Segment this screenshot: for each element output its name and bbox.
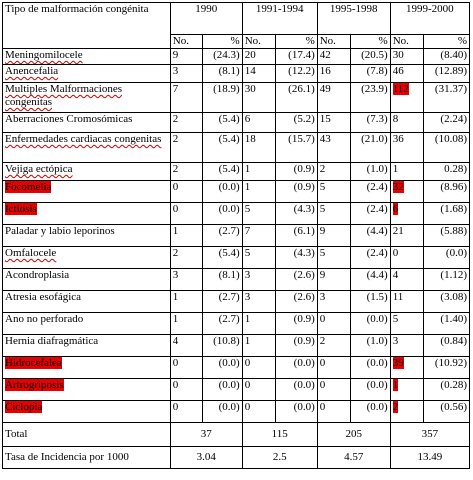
highlighted-count: 39 [392, 357, 404, 369]
malformation-name-text: Aberraciones Cromosómicas [5, 113, 133, 125]
malformation-name [3, 203, 171, 225]
period-header: 1990 [170, 3, 242, 35]
count-cell: 46 [390, 65, 423, 83]
count-cell: 43 [317, 133, 350, 163]
percent-cell: (0.0) [203, 203, 243, 225]
percent-cell: (1.68) [424, 203, 470, 225]
percent-cell: (5.4) [203, 163, 243, 181]
count-cell: 1 [242, 335, 275, 357]
percent-cell: (12.89) [424, 65, 470, 83]
table-row [3, 225, 470, 247]
percent-cell: (5.2) [276, 113, 318, 133]
table-row [3, 379, 470, 401]
count-cell: 6 [242, 113, 275, 133]
percent-cell: (0.0) [203, 379, 243, 401]
count-cell: 1 [390, 163, 423, 181]
malformation-name [3, 269, 171, 291]
malformation-name [3, 401, 171, 423]
percent-cell: (21.0) [351, 133, 391, 163]
count-cell: 4 [170, 335, 202, 357]
malformation-name-text: Acondroplasia [5, 269, 70, 281]
table-row [3, 401, 470, 423]
table-row [3, 247, 470, 269]
count-cell: 1 [170, 291, 202, 313]
count-cell: 3 [317, 291, 350, 313]
count-cell [390, 181, 423, 203]
total-value: 205 [317, 423, 390, 447]
malformation-name-text: Enfermedades cardiacas congenitas [5, 133, 162, 145]
percent-cell: (6.1) [276, 225, 318, 247]
count-cell: 2 [170, 163, 202, 181]
percent-cell: (0.0) [351, 401, 391, 423]
count-cell: 9 [170, 49, 202, 65]
no-col-header: No. [390, 35, 423, 49]
percent-cell: (4.4) [351, 225, 391, 247]
count-cell [390, 401, 423, 423]
count-cell: 5 [390, 313, 423, 335]
malformations-table [2, 2, 470, 469]
percent-cell: (0.56) [424, 401, 470, 423]
period-header: 1995-1998 [317, 3, 390, 35]
percent-cell: (20.5) [351, 49, 391, 65]
count-cell: 0 [170, 379, 202, 401]
highlighted-count: 1 [392, 379, 399, 391]
count-cell: 15 [317, 113, 350, 133]
percent-cell: (10.08) [424, 133, 470, 163]
percent-cell: (0.0) [351, 357, 391, 379]
count-cell [390, 203, 423, 225]
count-cell: 3 [170, 65, 202, 83]
percent-cell: (4.4) [351, 269, 391, 291]
percent-cell: (2.4) [351, 203, 391, 225]
percent-cell: (2.7) [203, 313, 243, 335]
percent-cell: (0.0) [203, 357, 243, 379]
percent-cell: (5.4) [203, 113, 243, 133]
count-cell: 0 [170, 401, 202, 423]
period-header: 1991-1994 [242, 3, 317, 35]
malformation-name [3, 49, 171, 65]
count-cell: 20 [242, 49, 275, 65]
count-cell: 5 [317, 181, 350, 203]
malformation-name-text: Artrogriposis [5, 379, 64, 391]
count-cell: 0 [317, 379, 350, 401]
count-cell: 5 [242, 247, 275, 269]
count-cell: 4 [390, 269, 423, 291]
malformation-name [3, 291, 171, 313]
pct-col-header: % [351, 35, 391, 49]
count-cell: 3 [242, 291, 275, 313]
count-cell: 11 [390, 291, 423, 313]
percent-cell: (8.1) [203, 269, 243, 291]
header-type-label: Tipo de malformación congénita [3, 3, 171, 49]
count-cell: 9 [317, 225, 350, 247]
pct-col-header: % [276, 35, 318, 49]
percent-cell: (2.7) [203, 291, 243, 313]
count-cell: 5 [317, 247, 350, 269]
percent-cell: (0.0) [203, 181, 243, 203]
malformation-name-text: Multiples Malformaciones congenitas [5, 83, 123, 108]
table-row [3, 357, 470, 379]
percent-cell: (0.0) [276, 379, 318, 401]
malformation-name [3, 181, 171, 203]
total-value: 115 [242, 423, 317, 447]
count-cell: 0 [242, 401, 275, 423]
count-cell: 30 [390, 49, 423, 65]
table-row [3, 163, 470, 181]
malformation-name [3, 379, 171, 401]
percent-cell: (0.0) [351, 379, 391, 401]
count-cell: 2 [170, 113, 202, 133]
percent-cell: 0.28) [424, 163, 470, 181]
malformation-name-text: Anencefalia [5, 65, 59, 77]
malformation-name-text: Paladar y labio leporinos [5, 225, 115, 237]
count-cell: 2 [317, 335, 350, 357]
count-cell: 0 [317, 357, 350, 379]
malformation-name-text: Focomelia [5, 181, 52, 193]
count-cell [390, 357, 423, 379]
percent-cell: (5.4) [203, 133, 243, 163]
percent-cell: (24.3) [203, 49, 243, 65]
percent-cell: (5.4) [203, 247, 243, 269]
malformation-name [3, 313, 171, 335]
total-value: 37 [170, 423, 242, 447]
count-cell: 9 [317, 269, 350, 291]
percent-cell: (0.28) [424, 379, 470, 401]
count-cell: 3 [242, 269, 275, 291]
highlighted-count: 112 [392, 83, 409, 95]
table-row [3, 203, 470, 225]
malformation-name [3, 225, 171, 247]
percent-cell: (4.3) [276, 203, 318, 225]
count-cell: 18 [242, 133, 275, 163]
malformation-name-text: Ciclopia [5, 401, 43, 413]
count-cell: 7 [242, 225, 275, 247]
highlighted-count: 6 [392, 203, 399, 215]
count-cell: 0 [170, 357, 202, 379]
count-cell: 0 [390, 247, 423, 269]
percent-cell: (26.1) [276, 83, 318, 113]
count-cell: 8 [390, 113, 423, 133]
percent-cell: (3.08) [424, 291, 470, 313]
table-row [3, 113, 470, 133]
percent-cell: (2.6) [276, 291, 318, 313]
no-col-header: No. [170, 35, 202, 49]
malformation-name [3, 335, 171, 357]
percent-cell: (4.3) [276, 247, 318, 269]
malformation-name-text: Ano no perforado [5, 313, 84, 325]
total-row [3, 423, 470, 447]
count-cell: 7 [170, 83, 202, 113]
percent-cell: (1.5) [351, 291, 391, 313]
count-cell: 1 [170, 225, 202, 247]
count-cell: 0 [170, 181, 202, 203]
highlighted-count: 2 [392, 401, 399, 413]
count-cell: 0 [242, 379, 275, 401]
table-body [3, 49, 470, 469]
percent-cell: (23.9) [351, 83, 391, 113]
count-cell: 0 [317, 401, 350, 423]
count-cell: 3 [390, 335, 423, 357]
malformation-name-text: Vejiga ectópica [5, 163, 73, 175]
percent-cell: (8.96) [424, 181, 470, 203]
percent-cell: (2.4) [351, 181, 391, 203]
period-header: 1999-2000 [390, 3, 469, 35]
percent-cell: (0.9) [276, 335, 318, 357]
percent-cell: (7.3) [351, 113, 391, 133]
malformation-name [3, 83, 171, 113]
percent-cell: (2.6) [276, 269, 318, 291]
percent-cell: (10.8) [203, 335, 243, 357]
percent-cell: (7.8) [351, 65, 391, 83]
pct-col-header: % [203, 35, 243, 49]
percent-cell: (8.1) [203, 65, 243, 83]
incidence-value: 3.04 [170, 447, 242, 469]
incidence-value: 2.5 [242, 447, 317, 469]
percent-cell: (0.0) [276, 357, 318, 379]
count-cell: 2 [170, 247, 202, 269]
table-row [3, 83, 470, 113]
percent-cell: (10.92) [424, 357, 470, 379]
malformation-name-text: Omfalocele [5, 247, 57, 259]
count-cell: 0 [170, 203, 202, 225]
count-cell: 2 [317, 163, 350, 181]
count-cell: 5 [317, 203, 350, 225]
percent-cell: (1.40) [424, 313, 470, 335]
count-cell: 16 [317, 65, 350, 83]
count-cell: 1 [242, 163, 275, 181]
count-cell: 0 [242, 357, 275, 379]
malformation-name [3, 163, 171, 181]
percent-cell: (0.84) [424, 335, 470, 357]
percent-cell: (0.0) [203, 401, 243, 423]
table-row [3, 181, 470, 203]
percent-cell: (8.40) [424, 49, 470, 65]
percent-cell: (0.0) [276, 401, 318, 423]
table-row [3, 335, 470, 357]
percent-cell: (18.9) [203, 83, 243, 113]
percent-cell: (2.4) [351, 247, 391, 269]
incidence-label: Tasa de Incidencia por 1000 [3, 447, 171, 469]
percent-cell: (1.0) [351, 163, 391, 181]
count-cell: 3 [170, 269, 202, 291]
count-cell: 49 [317, 83, 350, 113]
percent-cell: (0.0) [351, 313, 391, 335]
percent-cell: (17.4) [276, 49, 318, 65]
count-cell: 30 [242, 83, 275, 113]
malformation-name-text: Meningomilocele [5, 49, 83, 61]
percent-cell: (1.0) [351, 335, 391, 357]
percent-cell: (2.24) [424, 113, 470, 133]
percent-cell: (12.2) [276, 65, 318, 83]
table-row [3, 65, 470, 83]
percent-cell: (5.88) [424, 225, 470, 247]
table-row [3, 49, 470, 65]
table-row [3, 291, 470, 313]
pct-col-header: % [424, 35, 470, 49]
count-cell: 21 [390, 225, 423, 247]
count-cell: 1 [242, 181, 275, 203]
no-col-header: No. [317, 35, 350, 49]
percent-cell: (1.12) [424, 269, 470, 291]
percent-cell: (15.7) [276, 133, 318, 163]
malformation-name [3, 65, 171, 83]
header-row-periods [3, 3, 470, 35]
percent-cell: (0.9) [276, 313, 318, 335]
count-cell [390, 83, 423, 113]
table-row [3, 313, 470, 335]
count-cell: 1 [170, 313, 202, 335]
count-cell: 36 [390, 133, 423, 163]
malformations-table-container [2, 2, 470, 469]
percent-cell: (0.9) [276, 181, 318, 203]
highlighted-count: 32 [392, 181, 404, 193]
malformation-name-text: Ictiosis [5, 203, 37, 215]
percent-cell: (0.0) [424, 247, 470, 269]
table-row [3, 269, 470, 291]
total-value: 357 [390, 423, 469, 447]
malformation-name [3, 247, 171, 269]
malformation-name [3, 113, 171, 133]
count-cell: 5 [242, 203, 275, 225]
percent-cell: (31.37) [424, 83, 470, 113]
table-row [3, 133, 470, 163]
malformation-name-text: Atresia esofágica [5, 291, 82, 303]
incidence-value: 13.49 [390, 447, 469, 469]
percent-cell: (2.7) [203, 225, 243, 247]
count-cell: 42 [317, 49, 350, 65]
no-col-header: No. [242, 35, 275, 49]
malformation-name [3, 133, 171, 163]
incidence-value: 4.57 [317, 447, 390, 469]
malformation-name-text: Hernia diafragmática [5, 335, 99, 347]
count-cell: 2 [170, 133, 202, 163]
count-cell: 1 [242, 313, 275, 335]
percent-cell: (0.9) [276, 163, 318, 181]
incidence-row [3, 447, 470, 469]
count-cell: 0 [317, 313, 350, 335]
count-cell [390, 379, 423, 401]
count-cell: 14 [242, 65, 275, 83]
total-label: Total [3, 423, 171, 447]
malformation-name [3, 357, 171, 379]
malformation-name-text: Hidrocefalea [5, 357, 62, 369]
